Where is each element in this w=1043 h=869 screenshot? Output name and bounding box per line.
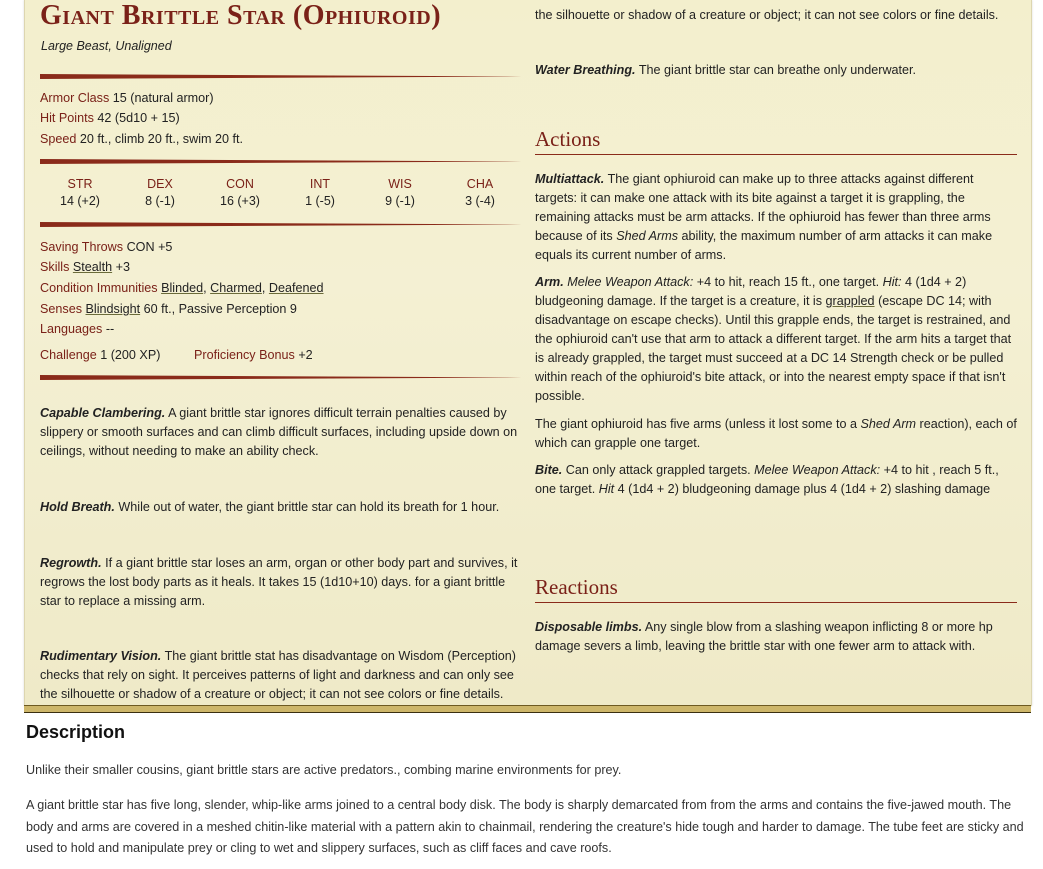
blindsight-link[interactable]: Blindsight — [85, 302, 141, 316]
reaction-disposable-limbs: Disposable limbs. Any single blow from a slashing weapon inflicting 8 or more hp damage severs a limb, leaving the brittle star with one fewer arm to attack with. — [535, 620, 993, 653]
speed: Speed 20 ft., climb 20 ft., swim 20 ft. — [40, 132, 243, 146]
deafened-link[interactable]: Deafened — [268, 281, 324, 295]
proficiency-bonus: Proficiency Bonus +2 — [194, 348, 313, 362]
skills: Skills Stealth +3 — [40, 260, 130, 274]
trait-rudimentary-vision: Rudimentary Vision. The giant brittle stat has disadvantage on Wisdom (Perception) checks that rely on sight. It perceives patterns of light and darkness and can only see the silhouette or shadow of a creature or object; it can not see colors or fine details. — [40, 649, 516, 701]
grappled-link[interactable]: grappled — [825, 294, 875, 308]
arms-note: The giant ophiuroid has five arms (unless it lost some to a Shed Arm reaction), each of which can grapple one target. — [535, 417, 1017, 450]
monster-name: Giant Brittle Star (Ophiuroid) — [40, 0, 442, 31]
action-multiattack: Multiattack. The giant ophiuroid can make up to three attacks against different targets: it can make one attack with its bite against a target it is grappling, the remaining attacks must be arm attacks. If the ophiuroid has fewer than three arms because of its Shed Arms ability, the maximum number of arm attacks it can make equals its current number of arms. — [535, 172, 993, 262]
ability-scores — [40, 176, 522, 210]
armor-class: Armor Class 15 (natural armor) — [40, 91, 214, 105]
trait-rudimentary-vision-continued: the silhouette or shadow of a creature or object; it can not see colors or fine details. — [535, 8, 999, 22]
description-paragraph-1: Unlike their smaller cousins, giant brittle stars are active predators., combing marine environments for prey. — [26, 763, 622, 777]
senses: Senses Blindsight 60 ft., Passive Perception 9 — [40, 302, 297, 316]
trait-regrowth: Regrowth. If a giant brittle star loses an arm, organ or other body part and survives, it regrows the lost body parts as it heals. It takes 15 (1d10+10) days. for a giant brittle star to replace a missing arm. — [40, 556, 518, 608]
monster-type: Large Beast, Unaligned — [41, 39, 172, 53]
trait-water-breathing: Water Breathing. The giant brittle star can breathe only underwater. — [535, 63, 917, 77]
charmed-link[interactable]: Charmed — [210, 281, 262, 295]
action-arm: Arm. Melee Weapon Attack: +4 to hit, reach 15 ft., one target. Hit: 4 (1d4 + 2) bludgeoning damage. If the target is a creature, it is grappled (escape DC 14; with disadvantage on escape checks). Until this grapple ends, the target is restrained, and the ophiuroid can't use that arm to attack a different target. If the arm hits a target that is already grappled, the target must succeed at a DC 14 Strength check or be pulled within reach of the ophiuroid's bite attack, or into the nearest empty space if that isn't possible. — [535, 275, 1012, 403]
stealth-link[interactable]: Stealth — [72, 260, 113, 274]
ability-dex: DEX 8 (-1) — [145, 177, 175, 208]
trait-hold-breath: Hold Breath. While out of water, the giant brittle star can hold its breath for 1 hour. — [40, 500, 500, 514]
action-bite: Bite. Can only attack grappled targets. Melee Weapon Attack: +4 to hit , reach 5 ft., one target. Hit 4 (1d4 + 2) bludgeoning damage plus 4 (1d4 + 2) slashing damage — [535, 463, 999, 496]
hit-points: Hit Points 42 (5d10 + 15) — [40, 111, 180, 125]
ability-int: INT 1 (-5) — [305, 177, 335, 208]
description-heading: Description — [26, 722, 126, 742]
ability-wis: WIS 9 (-1) — [385, 177, 415, 208]
reactions-heading: Reactions — [535, 574, 1017, 603]
saving-throws: Saving Throws CON +5 — [40, 240, 173, 254]
blinded-link[interactable]: Blinded — [161, 281, 204, 295]
actions-heading: Actions — [535, 126, 1017, 155]
ability-cha: CHA 3 (-4) — [465, 177, 495, 208]
languages: Languages -- — [40, 322, 115, 336]
stat-block-bottom-border — [24, 705, 1031, 713]
ability-str: STR 14 (+2) — [60, 177, 100, 208]
description-paragraph-2: A giant brittle star has five long, slender, whip-like arms joined to a central body disk. The body is sharply demarcated from from the arms and contains the five-jawed mouth. The body and arms are covered in a meshed chitin-like material with a pattern akin to chainmail, rendering the creature's hide tough and harder to damage. The tube feet are sticky and used to hold and manipulate prey or cling to wet and slippery surfaces, such as cliff faces and cave roofs. — [26, 798, 1024, 855]
condition-immunities: Condition Immunities Blinded, Charmed, Deafened — [40, 281, 324, 295]
ability-con: CON 16 (+3) — [220, 177, 260, 208]
challenge: Challenge 1 (200 XP) — [40, 348, 161, 362]
trait-capable-clambering: Capable Clambering. A giant brittle star ignores difficult terrain penalties caused by slippery or smooth surfaces and can climb difficult surfaces, including upside down on ceilings, without needing to make an ability check. — [40, 406, 518, 458]
